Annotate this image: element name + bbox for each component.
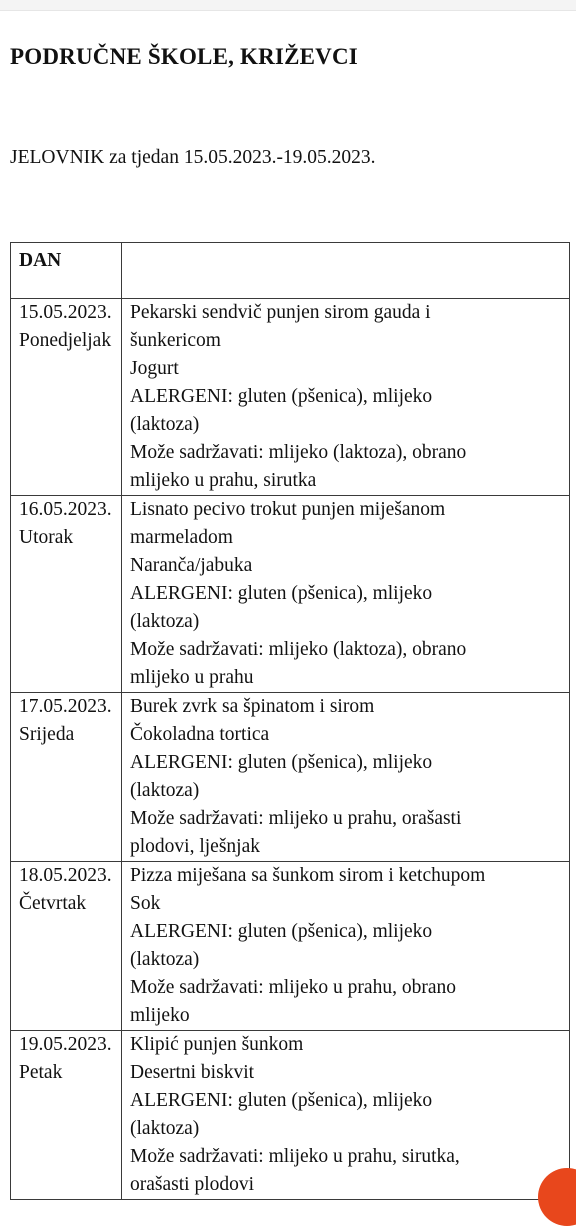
menu-table (10, 242, 570, 1200)
day-weekday: Ponedjeljak (19, 330, 112, 351)
menu-line: Desertni biskvit (130, 1062, 255, 1083)
menu-line: Može sadržavati: mlijeko u prahu, orašasti (130, 808, 462, 829)
day-cell (11, 299, 122, 496)
day-date: 19.05.2023. (19, 1034, 112, 1055)
menu-line: Lisnato pecivo trokut punjen miješanom (130, 499, 446, 520)
menu-line: Jogurt (130, 358, 179, 379)
menu-cell (122, 693, 570, 862)
menu-line: Klipić punjen šunkom (130, 1034, 304, 1055)
menu-line: orašasti plodovi (130, 1174, 255, 1195)
menu-line: Naranča/jabuka (130, 555, 253, 576)
table-row (11, 496, 570, 693)
day-weekday: Srijeda (19, 724, 75, 745)
table-row (11, 1031, 570, 1200)
browser-top-bar (0, 0, 576, 11)
day-weekday: Petak (19, 1062, 63, 1083)
header-cell-day (11, 243, 122, 299)
menu-line: ALERGENI: gluten (pšenica), mlijeko (130, 921, 433, 942)
menu-line: Može sadržavati: mlijeko u prahu, sirutka, (130, 1146, 460, 1167)
menu-line: šunkericom (130, 330, 221, 351)
menu-line: Pizza miješana sa šunkom sirom i ketchupom (130, 865, 486, 886)
table-header-row (11, 243, 570, 299)
menu-week-subtitle: JELOVNIK za tjedan 15.05.2023.-19.05.2023. (10, 147, 376, 168)
menu-cell (122, 496, 570, 693)
page-title: PODRUČNE ŠKOLE, KRIŽEVCI (10, 44, 358, 69)
day-date: 17.05.2023. (19, 696, 112, 717)
day-weekday: Četvrtak (19, 893, 87, 914)
day-date: 16.05.2023. (19, 499, 112, 520)
menu-cell (122, 299, 570, 496)
day-cell (11, 1031, 122, 1200)
menu-line: (laktoza) (130, 414, 200, 435)
menu-line: Burek zvrk sa špinatom i sirom (130, 696, 375, 717)
header-day-label: DAN (19, 250, 62, 271)
menu-line: (laktoza) (130, 780, 200, 801)
menu-line: plodovi, lješnjak (130, 836, 260, 857)
header-cell-menu (122, 243, 570, 299)
menu-line: Može sadržavati: mlijeko (laktoza), obrano (130, 442, 467, 463)
menu-line: (laktoza) (130, 611, 200, 632)
menu-cell (122, 1031, 570, 1200)
day-cell (11, 862, 122, 1031)
menu-line: Čokoladna tortica (130, 724, 270, 745)
menu-line: (laktoza) (130, 1118, 200, 1139)
table-row (11, 299, 570, 496)
day-cell (11, 496, 122, 693)
menu-line: Može sadržavati: mlijeko u prahu, obrano (130, 977, 456, 998)
menu-line: ALERGENI: gluten (pšenica), mlijeko (130, 583, 433, 604)
menu-line: ALERGENI: gluten (pšenica), mlijeko (130, 1090, 433, 1111)
menu-line: mlijeko u prahu, sirutka (130, 470, 317, 491)
menu-line: ALERGENI: gluten (pšenica), mlijeko (130, 386, 433, 407)
day-weekday: Utorak (19, 527, 74, 548)
menu-line: ALERGENI: gluten (pšenica), mlijeko (130, 752, 433, 773)
table-row (11, 862, 570, 1031)
menu-line: (laktoza) (130, 949, 200, 970)
menu-line: marmeladom (130, 527, 233, 548)
menu-line: Pekarski sendvič punjen sirom gauda i (130, 302, 431, 323)
menu-cell (122, 862, 570, 1031)
day-cell (11, 693, 122, 862)
menu-line: mlijeko u prahu (130, 667, 254, 688)
menu-line: Sok (130, 893, 161, 914)
day-date: 18.05.2023. (19, 865, 112, 886)
menu-line: mlijeko (130, 1005, 190, 1026)
table-row (11, 693, 570, 862)
day-date: 15.05.2023. (19, 302, 112, 323)
menu-line: Može sadržavati: mlijeko (laktoza), obrano (130, 639, 467, 660)
